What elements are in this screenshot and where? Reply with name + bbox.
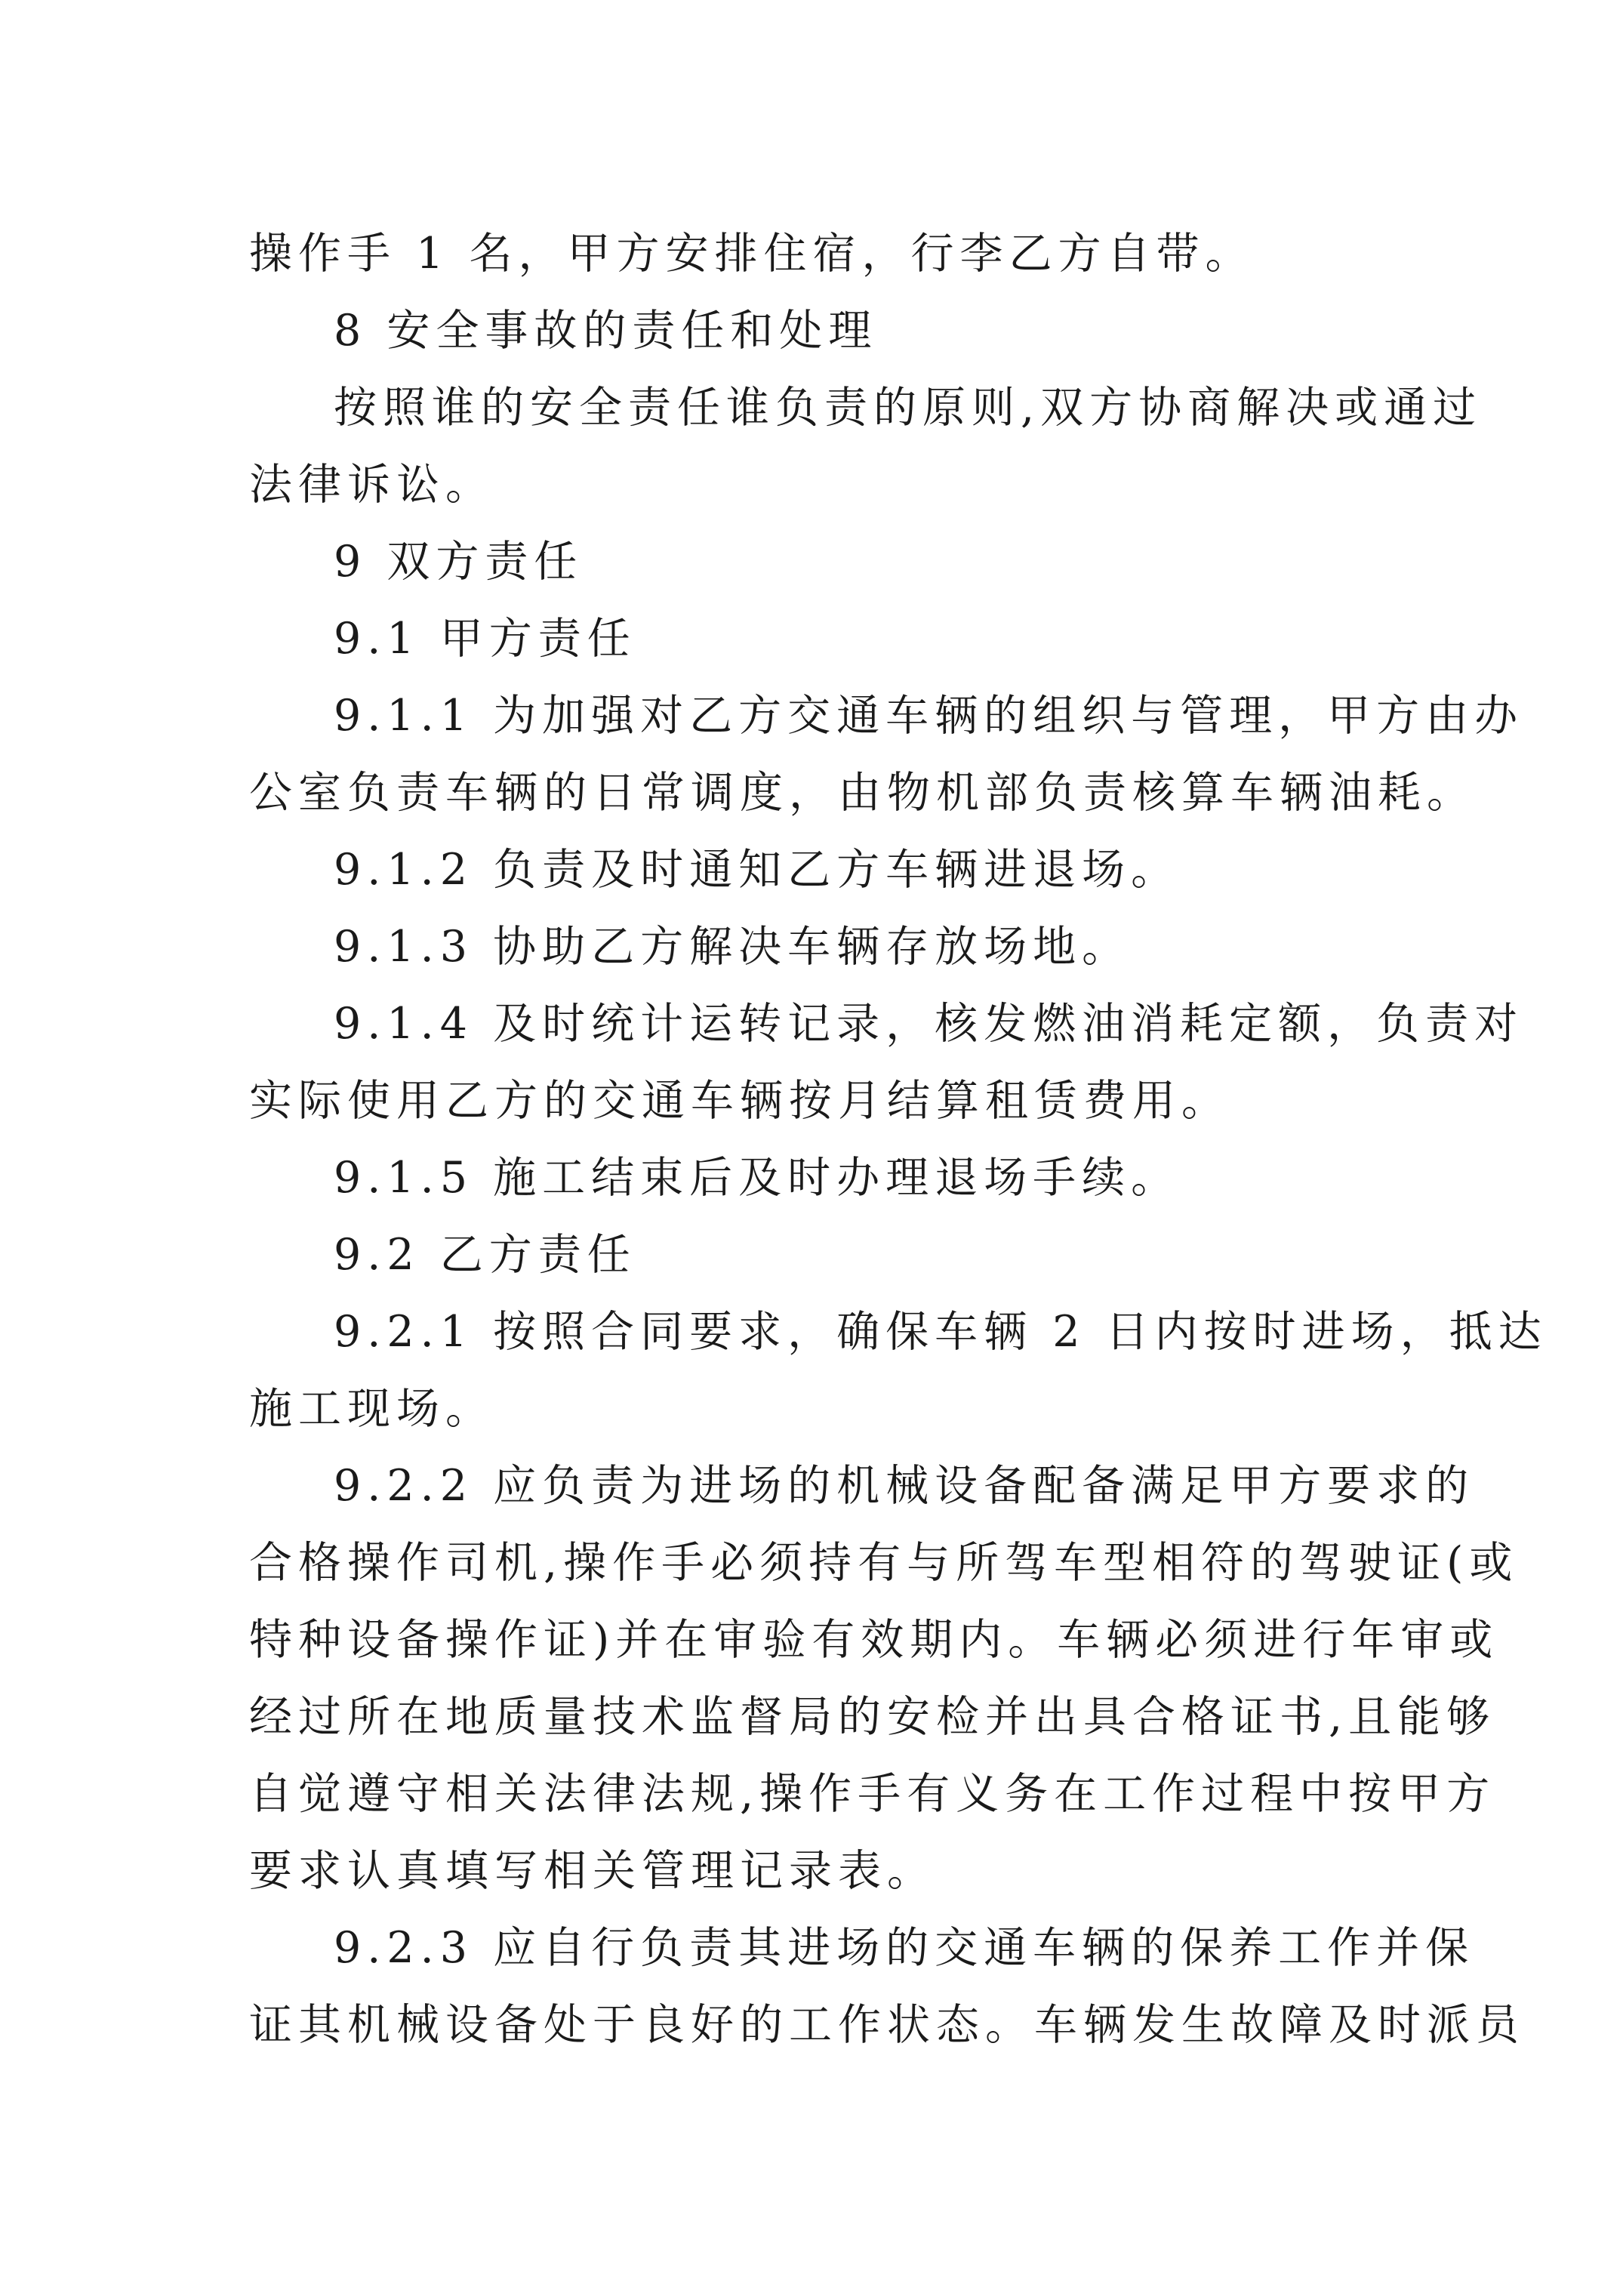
text-line: 经过所在地质量技术监督局的安检并出具合格证书,且能够 xyxy=(249,1692,1496,1742)
text-line: 公室负责车辆的日常调度，由物机部负责核算车辆油耗。 xyxy=(249,768,1476,818)
text-line: 合格操作司机,操作手必须持有与所驾车型相符的驾驶证(或 xyxy=(249,1538,1519,1588)
text-line: 要求认真填写相关管理记录表。 xyxy=(249,1846,936,1896)
text-line: 按照谁的安全责任谁负责的原则,双方协商解决或通过 xyxy=(334,383,1483,433)
section-heading: 9 双方责任 xyxy=(334,537,584,587)
text-line: 自觉遵守相关法律法规,操作手有义务在工作过程中按甲方 xyxy=(249,1769,1496,1819)
text-line: 法律诉讼。 xyxy=(249,460,494,510)
text-line: 9.1.3 协助乙方解决车辆存放场地。 xyxy=(334,922,1132,972)
text-line: 9.2.2 应负责为进场的机械设备配备满足甲方要求的 xyxy=(334,1461,1475,1511)
text-line: 9.2.1 按照合同要求，确保车辆 2 日内按时进场，抵达 xyxy=(334,1307,1548,1357)
document-body xyxy=(249,215,1548,2063)
section-heading: 9.1 甲方责任 xyxy=(334,614,636,664)
text-line: 9.1.5 施工结束后及时办理退场手续。 xyxy=(334,1153,1181,1203)
section-heading: 8 安全事故的责任和处理 xyxy=(334,306,878,356)
text-line: 施工现场。 xyxy=(249,1384,494,1434)
text-line: 9.2.3 应自行负责其进场的交通车辆的保养工作并保 xyxy=(334,1923,1475,1973)
text-line: 9.1.1 为加强对乙方交通车辆的组织与管理，甲方由办 xyxy=(334,691,1524,741)
text-line: 9.1.2 负责及时通知乙方车辆进退场。 xyxy=(334,845,1181,895)
text-line: 特种设备操作证)并在审验有效期内。车辆必须进行年审或 xyxy=(249,1615,1499,1665)
text-line: 实际使用乙方的交通车辆按月结算租赁费用。 xyxy=(249,1076,1230,1126)
text-line: 操作手 1 名，甲方安排住宿，行李乙方自带。 xyxy=(249,229,1255,279)
section-heading: 9.2 乙方责任 xyxy=(334,1230,636,1280)
text-line: 9.1.4 及时统计运转记录，核发燃油消耗定额，负责对 xyxy=(334,999,1524,1049)
text-line: 证其机械设备处于良好的工作状态。车辆发生故障及时派员 xyxy=(249,2000,1525,2050)
